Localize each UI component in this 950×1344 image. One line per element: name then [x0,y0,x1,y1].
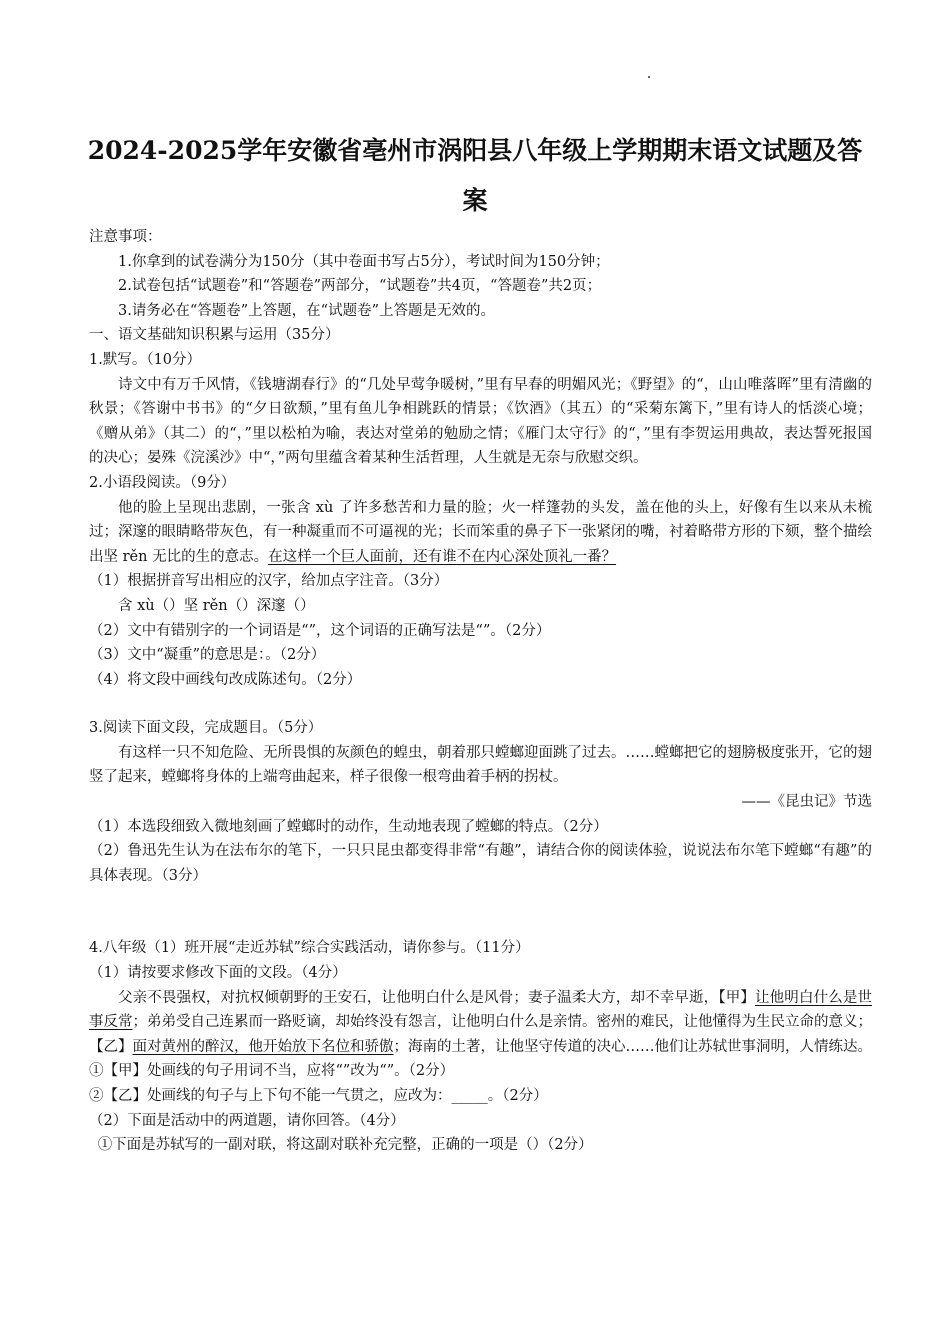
question-2-heading: 2.小语段阅读。（9分） [89,474,236,491]
question-4-sub-1: （1）请按要求修改下面的文段。（4分） [89,965,347,982]
document-body [89,225,872,1158]
question-1-text: 诗文中有万千风情，《钱塘湖春行》的“几处早莺争暖树，”里有早春的明媚风光；《野望》的“，山山唯落晖”里有清幽的秋景；《答谢中书书》的“夕日欲颓，”里有鱼儿争相跳跃的情景；《饮酒》（其五）的“采菊东篱下，”里有诗人的恬淡心境；《赠从弟》（其二）的“，”里以松柏为喻，表达对堂弟的勉励之情；《雁门太守行》的“，”里有李贺运用典故，表达誓死报国的决心；晏殊《浣溪沙》中“，”两句里蕴含着某种生活哲理，人生就是无奈与欣慰交织。 [89,376,872,467]
question-4-item-2: ②【乙】处画线的句子与上下句不能一气贯之，应改为：_____。（2分） [89,1088,548,1104]
question-2-sub-1-blanks: 含 xù（）坚 rěn（）深邃（） [118,597,315,614]
mark-jia: 【甲】 [718,989,756,1006]
question-4-sub-2-item-1: ①下面是苏轼写的一副对联，将这副对联补充完整，正确的一项是（）（2分） [97,1137,593,1154]
notice-heading: 注意事项： [89,229,162,245]
spacer [89,692,872,716]
document-title-continued: 案 [462,186,488,215]
spacer [89,888,872,936]
question-2-underlined-sentence: 在这样一个巨人面前，还有谁不在内心深处顶礼一番？ [268,548,617,565]
question-3-source: ——《昆虫记》节选 [741,794,872,811]
underlined-jia: 让他明白什么是世事反常 [89,989,873,1031]
question-4-sub-2: （2）下面是活动中的两道题，请你回答。（4分） [89,1112,405,1129]
underlined-yi: 面对黄州的醉汉，他开始放下名位和骄傲 [132,1038,394,1055]
header-dot [648,76,650,78]
question-3-sub-2: （2）鲁迅先生认为在法布尔的笔下，一只只昆虫都变得非常“有趣”，请结合你的阅读体验，说说法布尔笔下螳螂“有趣”的具体表现。（3分） [89,843,872,884]
question-3-passage: 有这样一只不知危险、无所畏惧的灰颜色的蝗虫，朝着那只螳螂迎面跳了过去。……螳螂把它的翅膀极度张开，它的翅竖了起来，螳螂将身体的上端弯曲起来，样子很像一根弯曲着手柄的拐杖。 [89,744,872,786]
question-4-item-1: ①【甲】处画线的句子用词不当，应将“”改为“”。（2分） [89,1063,455,1080]
mark-yi: 【乙】 [89,1038,133,1055]
question-4-passage: 父亲不畏强权，对抗权倾朝野的王安石，让他明白什么是风骨；妻子温柔大方，却不幸早逝，【甲】让他明白什么是世事反常；弟弟受自己连累而一路贬谪，却始终没有怨言，让他明白什么是亲情。密州的难民，让他懂得为生民立命的意义；【乙】面对黄州的醉汉，他开始放下名位和骄傲；海南的土著，让他坚守传道的决心……他们让苏轼世事洞明，人情练达。 [89,989,873,1055]
notice-item-1: 1.你拿到的试卷满分为150分（其中卷面书写占5分），考试时间为150分钟； [118,253,610,270]
section-heading: 一、语文基础知识积累与运用（35分） [89,327,340,344]
question-3-sub-1: （1）本选段细致入微地刻画了螳螂时的动作，生动地表现了螳螂的特点。（2分） [89,818,608,835]
document-title: 2024-2025学年安徽省亳州市涡阳县八年级上学期期末语文试题及答 [87,136,863,165]
question-2-sub-2: （2）文中有错别字的一个词语是“”，这个词语的正确写法是“”。（2分） [89,622,551,639]
notice-item-2: 2.试卷包括“试题卷”和“答题卷”两部分，“试题卷”共4页，“答题卷”共2页； [118,278,602,295]
question-4-heading: 4.八年级（1）班开展“走近苏轼”综合实践活动，请你参与。（11分） [89,940,530,957]
question-2-passage [89,496,872,570]
question-2-sub-3: （3）文中“凝重”的意思是：。（2分） [89,647,326,664]
question-2-sub-4: （4）将文段中画线句改成陈述句。（2分） [89,671,362,688]
question-2-sub-1: （1）根据拼音写出相应的汉字，给加点字注音。（3分） [89,573,449,590]
question-2-text: 他的脸上呈现出悲剧，一张含 xù 了许多愁苦和力量的脸；火一样篷勃的头发，盖在他的头上，好像有生以来从未梳过；深邃的眼睛略带灰色，有一种凝重而不可逼视的光；长而笨重的鼻子下一张紧闭的嘴，衬着略带方形的下颏，整个描绘出坚 rěn 无比的生的意志。 [89,499,872,565]
notice-item-3: 3.请务必在“答题卷”上答题，在“试题卷”上答题是无效的。 [118,302,495,319]
question-1-heading: 1.默写。（10分） [89,351,202,368]
question-3-heading: 3.阅读下面文段，完成题目。（5分） [89,720,323,737]
